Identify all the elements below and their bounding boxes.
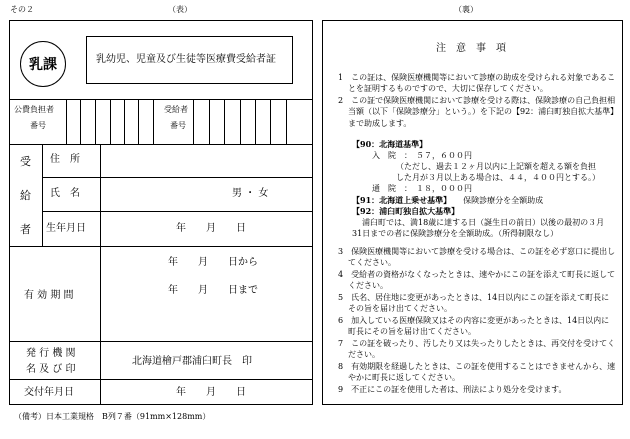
note-item-7: 7 この証を破ったり、汚したり又は失ったりしたときは、再交付を受けてください。 <box>338 339 616 360</box>
birth-date-field: 年 月 日 <box>176 223 246 234</box>
issue-date-label: 交付年月日 <box>24 387 74 398</box>
footnote: （備考）日本工業規格 B列７番（91mm×128mm） <box>14 412 211 421</box>
certificate-title: 乳幼児、児童及び生徒等医療費受給者証 <box>96 54 276 65</box>
department-stamp: 乳課 <box>20 41 66 87</box>
standard-90-title: 【90：北海道基準】 <box>352 139 428 149</box>
standard-92-text: 浦臼町では、満18歳に達する日（誕生日の前日）以後の最初の３月31日までの者に保険診療分を全額助成。（所得制限なし） <box>352 218 605 239</box>
inpatient-note-line-1: （ただし、過去１２ヶ月以内に上記額を超える額を負担 <box>396 162 596 171</box>
valid-to-field: 年 月 日まで <box>168 285 258 296</box>
recipient-section-char-1: 受 <box>20 155 31 168</box>
issuer-name: 北海道檜戸郡浦臼町長 印 <box>132 356 252 367</box>
issuer-label: 発 行 機 関 <box>26 348 76 359</box>
recipient-number-label: 受給者 <box>164 105 188 114</box>
recipient-section-char-3: 者 <box>20 223 31 236</box>
gender-field: 男 ・ 女 <box>232 188 269 199</box>
standard-92-title: 【92：浦臼町独自拡大基準】 <box>352 206 460 216</box>
payer-number-sublabel: 番号 <box>30 121 46 130</box>
standard-91-title: 【91：北海道上乗せ基準】 <box>352 195 448 205</box>
note-item-8: 8 有効期限を経過したときは、この証を使用することはできませんから、速やかに町長に返してください。 <box>338 362 616 383</box>
validity-label: 有 効 期 間 <box>24 290 74 301</box>
front-side-label: （表） <box>168 5 192 14</box>
standard-91-row <box>352 196 543 205</box>
note-item-6: 6 加入している医療保険又はその内容に変更があったときは、14日以内に町長にその旨を届け出てください。 <box>338 316 610 337</box>
outpatient-limit: 通 院 ： １８，０００円 <box>372 184 472 193</box>
issuer-sublabel: 名 及 び 印 <box>26 364 76 375</box>
back-side-label: （裏） <box>454 5 478 14</box>
seal-mark: 印 <box>242 356 252 367</box>
address-label: 住 所 <box>50 154 80 165</box>
issue-date-field: 年 月 日 <box>176 387 246 398</box>
standard-91-text: 保険診療分を全額助成 <box>463 196 544 205</box>
name-label: 氏 名 <box>50 188 80 199</box>
inpatient-note-line-2: した月が３月以上ある場合は、４４，４００円とする。） <box>396 173 600 182</box>
page-corner-label: その２ <box>10 5 34 14</box>
recipient-section-char-2: 給 <box>20 189 31 202</box>
note-item-9: 9 不正にこの証を使用した者は、刑法により処分を受けます。 <box>338 385 567 394</box>
recipient-number-sublabel: 番号 <box>170 121 186 130</box>
inpatient-limit: 入 院 ： ５７，６００円 <box>372 151 472 160</box>
payer-number-label: 公費負担者 <box>14 105 54 114</box>
valid-from-field: 年 月 日から <box>168 257 258 268</box>
note-item-1: 1 この証は、保険医療機関等において診療の助成を受けられる対象であることを証明するものですので、大切に保存してください。 <box>338 73 616 94</box>
note-item-2: 2 この証で保険医療機関において診療を受ける際は、保険診療の自己負担相当額（以下「保険診療分」という。）を下記の【92：浦臼町独自拡大基準】まで助成します。 <box>338 96 616 128</box>
notes-heading: 注 意 事 項 <box>436 43 506 54</box>
note-item-3: 3 保険医療機関等において診療を受ける場合は、この証を必ず窓口に提出してください。 <box>338 247 616 268</box>
note-item-4: 4 受給者の資格がなくなったときは、速やかにこの証を添えて町長に返してください。 <box>338 270 616 291</box>
note-item-5: 5 氏名、居住地に変更があったときは、14日以内にこの証を添えて町長にその旨を届け出てください。 <box>338 293 610 314</box>
birth-date-label: 生年月日 <box>46 223 86 234</box>
